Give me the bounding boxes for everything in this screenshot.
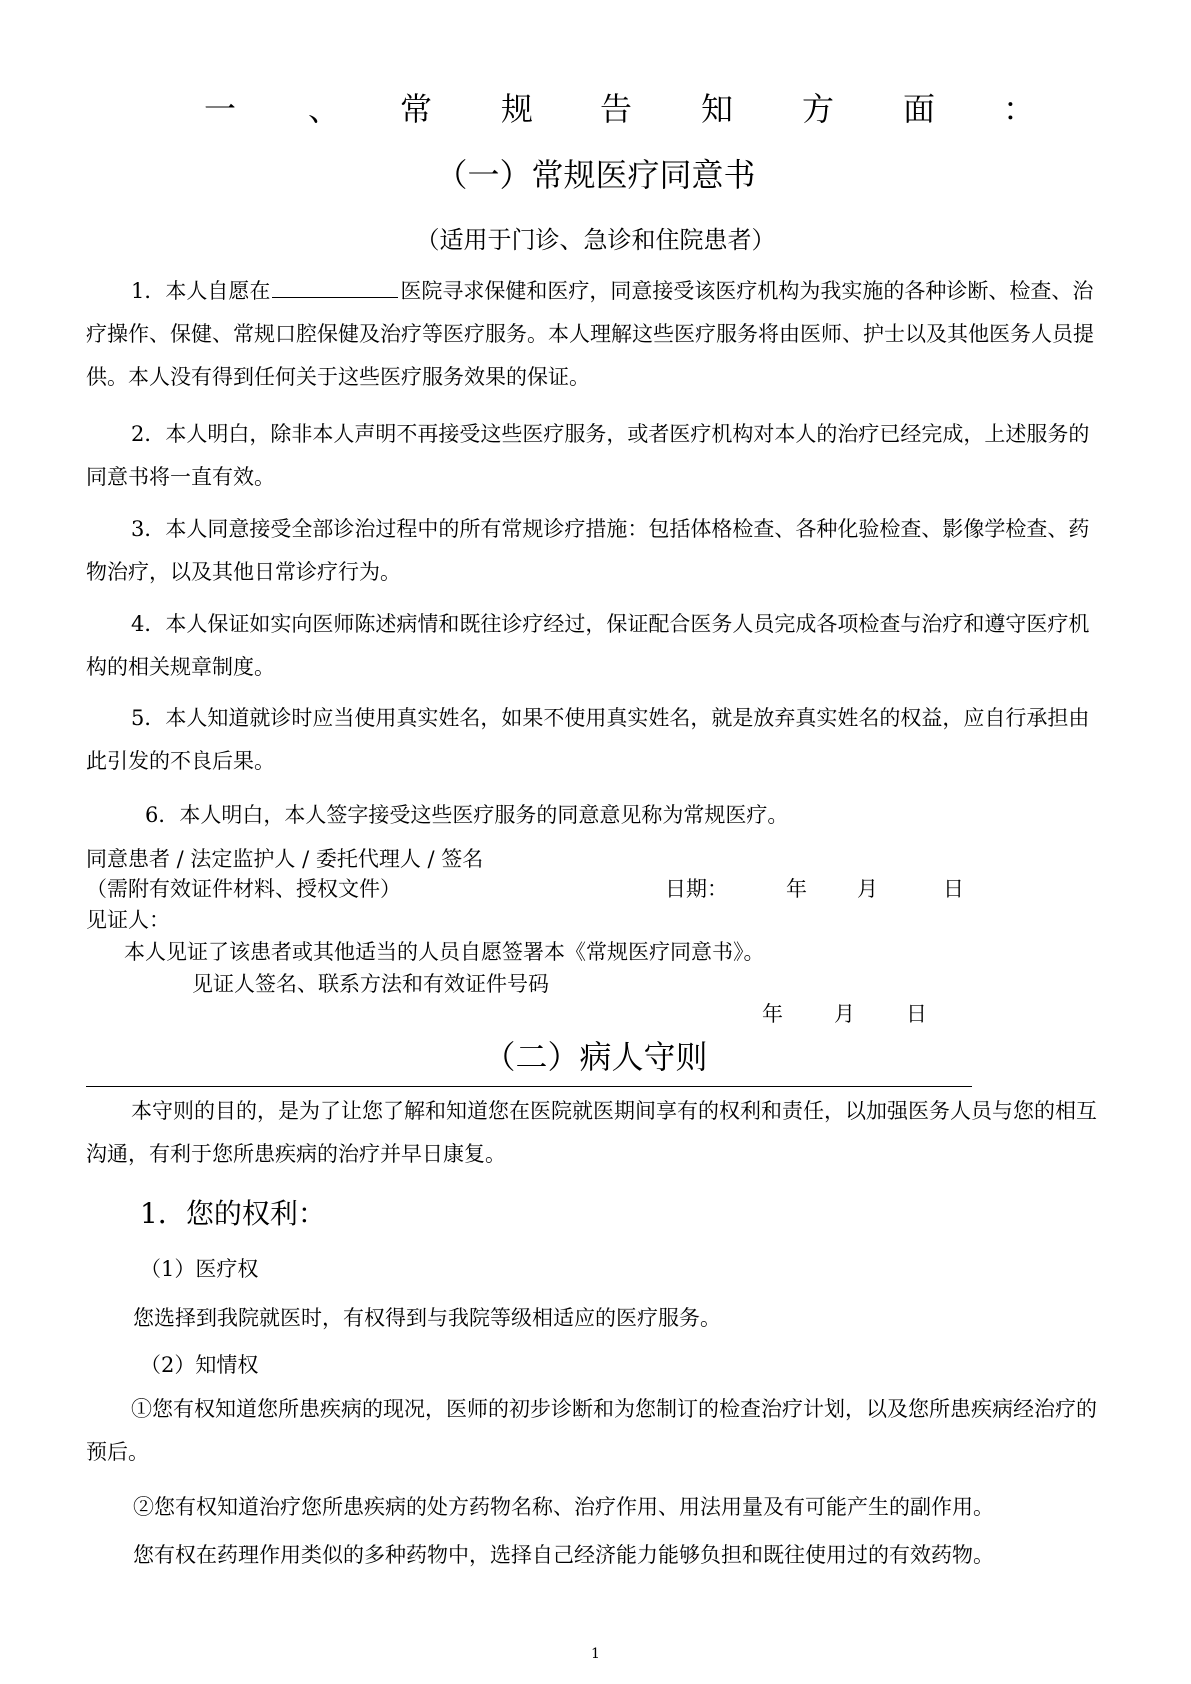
heading-char: 、 xyxy=(308,90,341,128)
date-day: 日 xyxy=(943,877,964,901)
witness-label: 见证人： xyxy=(86,908,170,932)
paragraph-6: 6．本人明白，本人签字接受这些医疗服务的同意意见称为常规医疗。 xyxy=(145,803,789,827)
consent-signature-line: 同意患者 / 法定监护人 / 委托代理人 / 签名 xyxy=(86,847,484,871)
witness-statement: 本人见证了该患者或其他适当的人员自愿签署本《常规医疗同意书》。 xyxy=(124,940,765,964)
page-number: 1 xyxy=(591,1646,600,1662)
heading-char: 规 xyxy=(501,90,534,128)
witness-date-month: 月 xyxy=(834,1002,855,1026)
date-label: 日期： xyxy=(665,877,728,901)
right-2-item-c: 您有权在药理作用类似的多种药物中，选择自己经济能力能够负担和既往使用过的有效药物。 xyxy=(133,1543,994,1567)
heading-char: 告 xyxy=(600,90,633,128)
main-heading xyxy=(0,84,1191,134)
heading-char: 面 xyxy=(903,90,936,128)
heading-char: 方 xyxy=(802,90,835,128)
right-2-item-a: ①您有权知道您所患疾病的现况，医师的初步诊断和为您制订的检查治疗计划，以及您所患疾病经治疗的预后。 xyxy=(86,1397,1097,1464)
right-2-title: （2）知情权 xyxy=(140,1353,259,1377)
right-1-text: 您选择到我院就医时，有权得到与我院等级相适应的医疗服务。 xyxy=(133,1306,721,1330)
rules-intro: 本守则的目的，是为了让您了解和知道您在医院就医期间享有的权利和责任，以加强医务人员与您的相互沟通，有利于您所患疾病的治疗并早日康复。 xyxy=(86,1099,1097,1166)
heading-char: 知 xyxy=(701,90,734,128)
date-month: 月 xyxy=(857,877,878,901)
heading-char: 一 xyxy=(204,90,237,128)
paragraph-1 xyxy=(86,270,1110,399)
paragraph-1-prefix: 1．本人自愿在 xyxy=(131,279,271,303)
section-divider xyxy=(86,1086,972,1087)
hospital-name-blank[interactable] xyxy=(272,275,398,298)
paragraph-3: 3．本人同意接受全部诊治过程中的所有常规诊疗措施：包括体格检查、各种化验检查、影像学检查、药物治疗，以及其他日常诊疗行为。 xyxy=(86,517,1090,584)
paragraph-2: 2．本人明白，除非本人声明不再接受这些医疗服务，或者医疗机构对本人的治疗已经完成，上述服务的同意书将一直有效。 xyxy=(86,422,1090,489)
paragraph-1-text: 医院寻求保健和医疗，同意接受该医疗机构为我实施的各种诊断、检查、治疗操作、保健、常规口腔保健及治疗等医疗服务。本人理解这些医疗服务将由医师、护士以及其他医务人员提供。本人没有得到任何关于这些医疗服务效果的保证。 xyxy=(86,279,1094,389)
witness-date-day: 日 xyxy=(906,1002,927,1026)
heading-char: 常 xyxy=(400,90,433,128)
section1-subtitle: （适用于门诊、急诊和住院患者） xyxy=(415,226,776,254)
documents-note: （需附有效证件材料、授权文件） xyxy=(86,877,401,901)
witness-signature-line: 见证人签名、联系方法和有效证件号码 xyxy=(192,972,549,996)
heading-char: ： xyxy=(1003,90,1036,128)
paragraph-4: 4．本人保证如实向医师陈述病情和既往诊疗经过，保证配合医务人员完成各项检查与治疗和遵守医疗机构的相关规章制度。 xyxy=(86,612,1090,679)
right-1-title: （1）医疗权 xyxy=(140,1257,259,1281)
right-2-item-b: ②您有权知道治疗您所患疾病的处方药物名称、治疗作用、用法用量及有可能产生的副作用。 xyxy=(133,1495,994,1519)
date-year: 年 xyxy=(786,877,807,901)
rights-heading: 1．您的权利： xyxy=(140,1197,326,1230)
paragraph-5: 5．本人知道就诊时应当使用真实姓名，如果不使用真实姓名，就是放弃真实姓名的权益，应自行承担由此引发的不良后果。 xyxy=(86,706,1090,773)
witness-date-year: 年 xyxy=(762,1002,783,1026)
section2-title: （二）病人守则 xyxy=(483,1038,708,1076)
section1-title: （一）常规医疗同意书 xyxy=(435,156,756,194)
